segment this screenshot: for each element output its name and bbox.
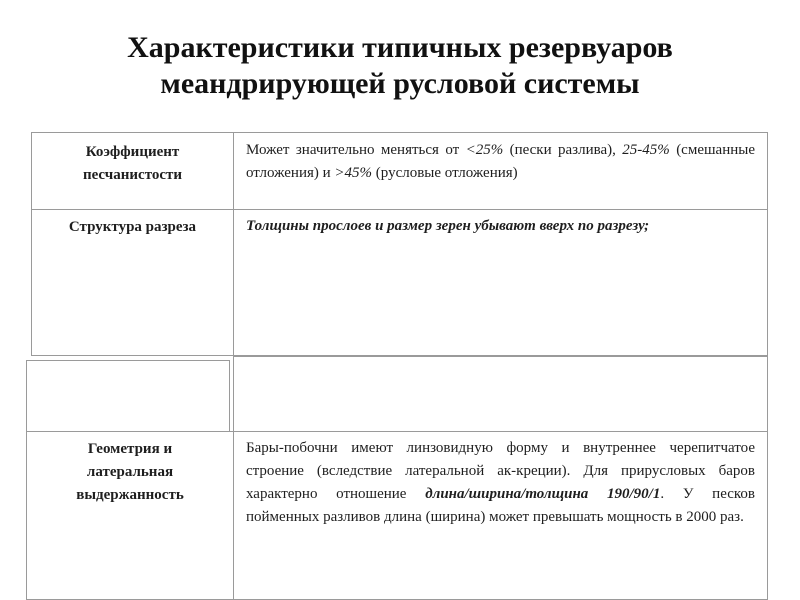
row-label-line: Геометрия и xyxy=(87,441,173,457)
value-text: (русловые отложения) xyxy=(372,165,518,181)
value-text-italic: <25% xyxy=(465,142,504,158)
slide-title-line-1: Характеристики типичных резервуаров xyxy=(127,31,673,64)
row-value-section-structure xyxy=(233,209,768,356)
row-label-geometry xyxy=(26,431,234,600)
value-text: Бары-побочни имеют линзовидную форму и внутреннее черепитчатое строение (вследствие латеральной ак-креции). Для прирусловых баров характерно отношение xyxy=(246,440,755,502)
row-label-line: песчанистости xyxy=(82,167,183,183)
value-text: . У песков пойменных разливов длина (ширина) может превышать мощность в 2000 раз. xyxy=(246,486,755,525)
row-label-line: Коэффициент xyxy=(85,144,180,160)
value-text: Может значительно меняться от xyxy=(246,142,466,158)
row-label-line: латеральная xyxy=(86,464,174,480)
empty-cell-left xyxy=(26,360,230,432)
value-text-bold-italic: длина/ширина/толщина 190/90/1 xyxy=(425,486,661,502)
value-text-bold-italic: Толщины прослоев и размер зерен убывают вверх по разрезу; xyxy=(246,218,650,234)
row-label-sand-coefficient xyxy=(31,132,234,210)
empty-cell-right xyxy=(233,356,768,432)
row-label-line: Структура разреза xyxy=(68,219,197,235)
row-label-section-structure xyxy=(31,209,234,356)
slide-title xyxy=(0,30,800,102)
row-value-geometry xyxy=(233,431,768,600)
value-text: (пески разлива), xyxy=(503,142,623,158)
value-text: (смешанные отложения) и xyxy=(246,142,755,181)
value-text-italic: 25-45% xyxy=(622,142,670,158)
slide-title-line-2: меандрирующей русловой системы xyxy=(160,67,640,100)
value-text-italic: >45% xyxy=(334,165,373,181)
row-value-sand-coefficient xyxy=(233,132,768,210)
row-label-line: выдержанность xyxy=(76,487,184,503)
